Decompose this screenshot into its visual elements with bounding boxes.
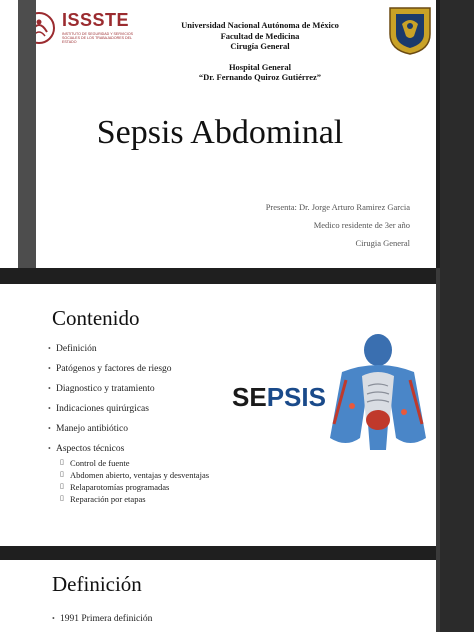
list-item-label: 1991 Primera definición: [60, 614, 153, 624]
bullet-icon: •: [48, 344, 51, 353]
header-line: Universidad Nacional Autónoma de México: [181, 20, 339, 30]
list-item: [48, 384, 209, 394]
slide-title: Definición: [52, 572, 142, 596]
header-line: “Dr. Fernando Quiroz Gutiérrez”: [198, 72, 322, 82]
sepsis-illustration: [230, 328, 436, 450]
list-item-label: Diagnostico y tratamiento: [56, 384, 155, 394]
sub-list-item: [60, 494, 209, 504]
list-item-label: Indicaciones quirúrgicas: [56, 404, 149, 414]
header-line: Cirugía General: [230, 41, 290, 51]
sub-list-item: [60, 458, 209, 468]
issste-name: ISSSTE: [62, 10, 130, 30]
slide-gap-shadow: [436, 268, 440, 632]
list-item: [48, 424, 209, 434]
slide-title: Contenido: [52, 306, 140, 330]
list-item-label: Manejo antibiótico: [56, 424, 129, 434]
presenter-line: Medico residente de 3er año: [313, 220, 410, 230]
sub-list-item-label: Abdomen abierto, ventajas y desventajas: [70, 470, 210, 480]
contents-slide: [0, 284, 436, 546]
unam-seal-icon: [386, 4, 434, 56]
list-item: [48, 344, 209, 354]
presenter-line: Cirugia General: [355, 238, 410, 248]
bullet-icon: •: [52, 614, 55, 623]
bullet-icon: •: [48, 444, 51, 453]
presenter-info: [266, 198, 410, 252]
slide-title: Sepsis Abdominal: [96, 114, 344, 151]
issste-logo: [22, 10, 137, 50]
list-item-label: Patógenos y factores de riesgo: [56, 364, 172, 374]
bullet-icon: •: [48, 424, 51, 433]
list-item: [48, 444, 209, 504]
issste-subtitle: INSTITUTO DE SEGURIDAD Y SERVICIOS SOCIALES DE LOS TRABAJADORES DEL ESTADO: [62, 32, 134, 45]
sub-list-item-label: Reparación por etapas: [70, 494, 146, 504]
header-line: Facultad de Medicina: [220, 30, 300, 41]
sub-bullet-icon: ▯: [60, 458, 64, 466]
sub-list: [60, 458, 209, 504]
slide-edge-shadow: [18, 0, 36, 268]
presenter-line: Presenta: Dr. Jorge Arturo Ramirez Garcia: [265, 202, 410, 212]
bullet-icon: •: [48, 384, 51, 393]
list-item: [48, 364, 209, 374]
list-item-label: Definición: [56, 344, 97, 354]
anatomy-figure-icon: [330, 334, 426, 450]
sub-list-item: [60, 482, 209, 492]
bullet-icon: •: [48, 404, 51, 413]
list-item: [52, 614, 152, 624]
sepsis-word: SEPSIS: [232, 382, 326, 412]
bullet-icon: •: [48, 364, 51, 373]
sub-list-item-label: Relaparotomías programadas: [70, 482, 170, 492]
definition-slide: [0, 560, 436, 632]
definition-list: [52, 614, 152, 628]
contents-list: [48, 344, 209, 514]
viewer-background-right: [440, 0, 474, 632]
sub-list-item-label: Control de fuente: [70, 458, 130, 468]
sub-bullet-icon: ▯: [60, 482, 64, 490]
sub-bullet-icon: ▯: [60, 494, 64, 502]
sub-bullet-icon: ▯: [60, 470, 64, 478]
title-slide: [0, 0, 436, 268]
header-spacer: [150, 52, 370, 62]
institution-header: [150, 20, 370, 83]
header-line: Hospital General: [228, 61, 292, 72]
list-item-label: Aspectos técnicos: [56, 444, 125, 454]
sub-list-item: [60, 470, 209, 480]
list-item: [48, 404, 209, 414]
